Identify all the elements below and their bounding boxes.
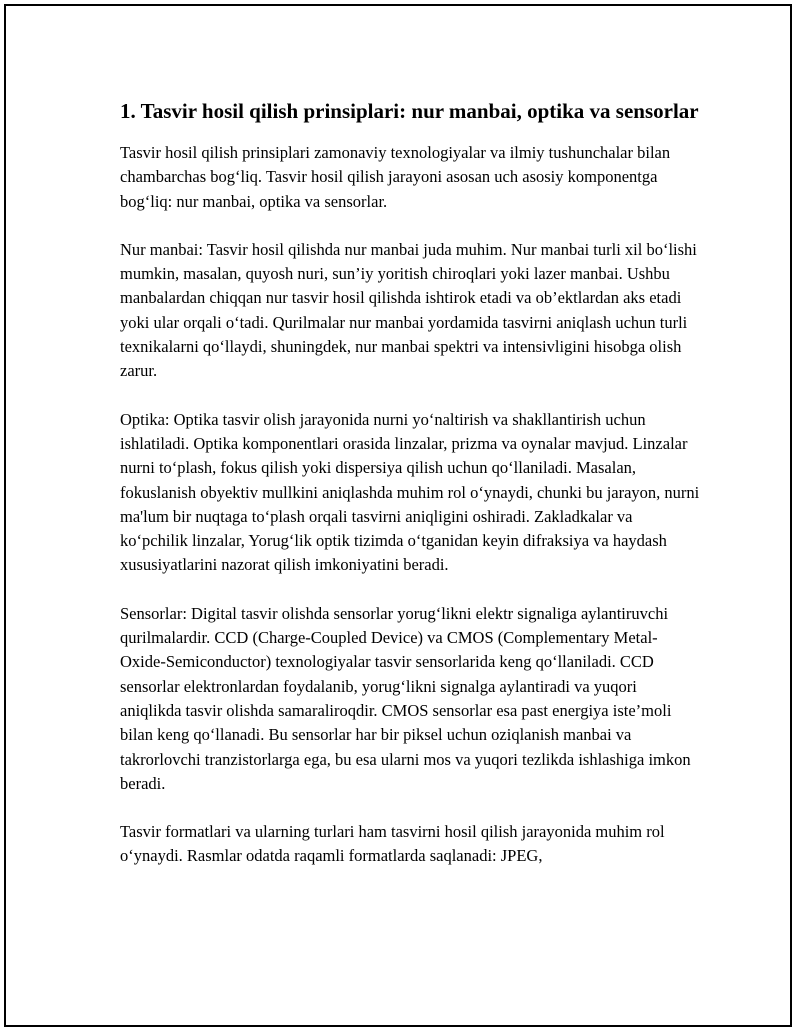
page-frame	[4, 4, 792, 1027]
document-body	[120, 98, 700, 893]
section-heading: 1. Tasvir hosil qilish prinsiplari: nur manbai, optika va sensorlar	[120, 99, 699, 123]
light-source-paragraph: Nur manbai: Tasvir hosil qilishda nur manbai juda muhim. Nur manbai turli xil bo‘lishi mumkin, masalan, quyosh nuri, sun’iy yoritish chiroqlari yoki lazer manbai. Ushbu manbalardan chiqqan nur tasvir hosil qilishda ishtirok etadi va ob’ektlardan aks etadi yoki ular orqali o‘tadi. Qurilmalar nur manbai yordamida tasvirni aniqlash uchun turli texnikalarni qo‘llaydi, shuningdek, nur manbai spektri va intensivligini hisobga olish zarur.	[120, 239, 697, 381]
optics-paragraph: Optika: Optika tasvir olish jarayonida nurni yo‘naltirish va shakllantirish uchun ishlatiladi. Optika komponentlari orasida linzalar, prizma va oynalar mavjud. Linzalar nurni to‘plash, fokus qilish yoki dispersiya qilish uchun qo‘llaniladi. Masalan, fokuslanish obyektiv mullkini aniqlashda muhim rol o‘ynaydi, chunki bu jarayon, nurni ma'lum bir nuqtaga to‘plash orqali tasvirni aniqligini oshiradi. Zakladkalar va ko‘pchilik linzalar, Yorug‘lik optik tizimda o‘tganidan keyin difraksiya va haydash xususiyatlarini nazorat qilish imkoniyatini beradi.	[120, 409, 700, 575]
sensors-paragraph: Sensorlar: Digital tasvir olishda sensorlar yorug‘likni elektr signaliga aylantiruvchi qurilmalardir. CCD (Charge-Coupled Device) va CMOS (Complementary Metal-Oxide-Semiconductor) texnologiyalar tasvir sensorlarida keng qo‘llaniladi. CCD sensorlar elektronlardan foydalanib, yorug‘likni signalga aylantiradi va yuqori aniqlikda tasvir olishda samaraliroqdir. CMOS sensorlar esa past energiya iste’moli bilan keng qo‘llanadi. Bu sensorlar har bir piksel uchun oziqlanish manbai va takrorlovchi tranzistorlarga ega, bu esa ularni mos va yuqori tezlikda ishlashiga imkon beradi.	[120, 603, 691, 793]
image-formats-paragraph: Tasvir formatlari va ularning turlari ham tasvirni hosil qilish jarayonida muhim rol o‘ynaydi. Rasmlar odatda raqamli formatlarda saqlanadi: JPEG,	[120, 822, 665, 866]
intro-paragraph: Tasvir hosil qilish prinsiplari zamonaviy texnologiyalar va ilmiy tushunchalar bilan chambarchas bog‘liq. Tasvir hosil qilish jarayoni asosan uch asosiy komponentga bog‘liq: nur manbai, optika va sensorlar.	[120, 143, 671, 211]
